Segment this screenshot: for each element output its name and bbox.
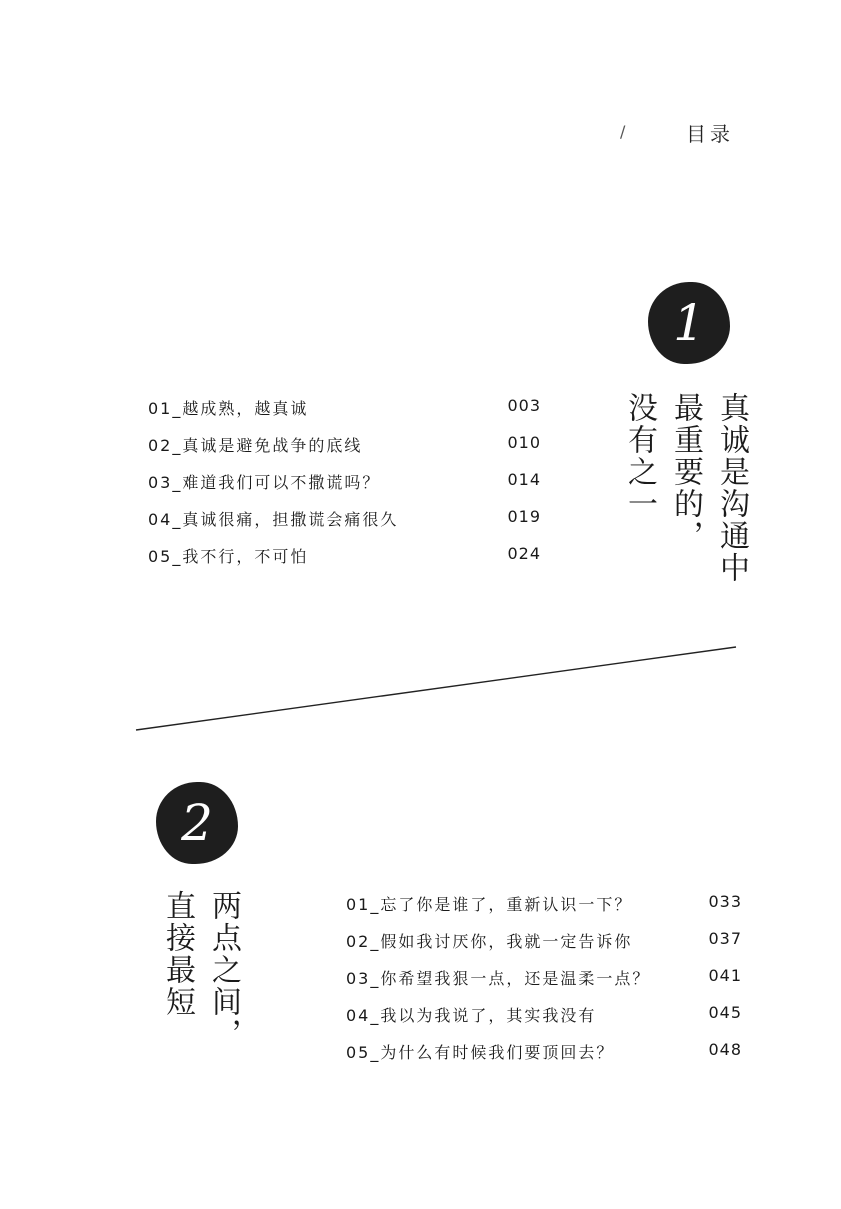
toc-entry-page: 045 <box>708 1003 742 1022</box>
toc-entry-page: 014 <box>507 470 541 489</box>
toc-entry-title: 02_真诚是避免战争的底线 <box>148 436 363 455</box>
toc-entry-page: 019 <box>507 507 541 526</box>
chapter-2-title <box>154 890 246 1050</box>
chapter-title-line: 真诚是沟通中 <box>714 392 749 584</box>
toc-entry-title: 02_假如我讨厌你，我就一定告诉你 <box>346 932 633 951</box>
chapter-title-line: 两点之间， <box>206 890 241 1050</box>
toc-entry-title: 05_我不行，不可怕 <box>148 547 309 566</box>
toc-entry-page: 041 <box>708 966 742 985</box>
chapter-title-line: 直接最短 <box>160 890 195 1018</box>
page-title: 目录 <box>686 122 734 146</box>
toc-entry[interactable] <box>346 892 742 929</box>
toc-entry[interactable] <box>346 1003 742 1040</box>
toc-entry-title: 01_越成熟，越真诚 <box>148 399 309 418</box>
toc-entry[interactable] <box>346 966 742 1003</box>
toc-entry-title: 01_忘了你是谁了，重新认识一下？ <box>346 895 633 914</box>
toc-entry-title: 04_我以为我说了，其实我没有 <box>346 1006 597 1025</box>
toc-entry-page: 033 <box>708 892 742 911</box>
chapter-title-line: 没有之一 <box>622 392 657 520</box>
toc-entry-title: 03_难道我们可以不撒谎吗？ <box>148 473 381 492</box>
chapter-1-number-badge: 1 <box>648 282 730 364</box>
toc-entry-page: 003 <box>507 396 541 415</box>
toc-entry-title: 04_真诚很痛，担撒谎会痛很久 <box>148 510 399 529</box>
header-slash: / <box>620 122 626 141</box>
chapter-2-toc <box>346 892 742 1077</box>
toc-entry-page: 010 <box>507 433 541 452</box>
toc-entry[interactable] <box>346 929 742 966</box>
toc-entry-title: 03_你希望我狠一点，还是温柔一点？ <box>346 969 651 988</box>
toc-entry[interactable] <box>346 1040 742 1077</box>
chapter-title-line: 最重要的， <box>668 392 703 552</box>
toc-entry-title: 05_为什么有时候我们要顶回去？ <box>346 1043 615 1062</box>
toc-entry-page: 024 <box>507 544 541 563</box>
toc-entry-page: 048 <box>708 1040 742 1059</box>
toc-entry-page: 037 <box>708 929 742 948</box>
chapter-2-number-badge: 2 <box>156 782 238 864</box>
